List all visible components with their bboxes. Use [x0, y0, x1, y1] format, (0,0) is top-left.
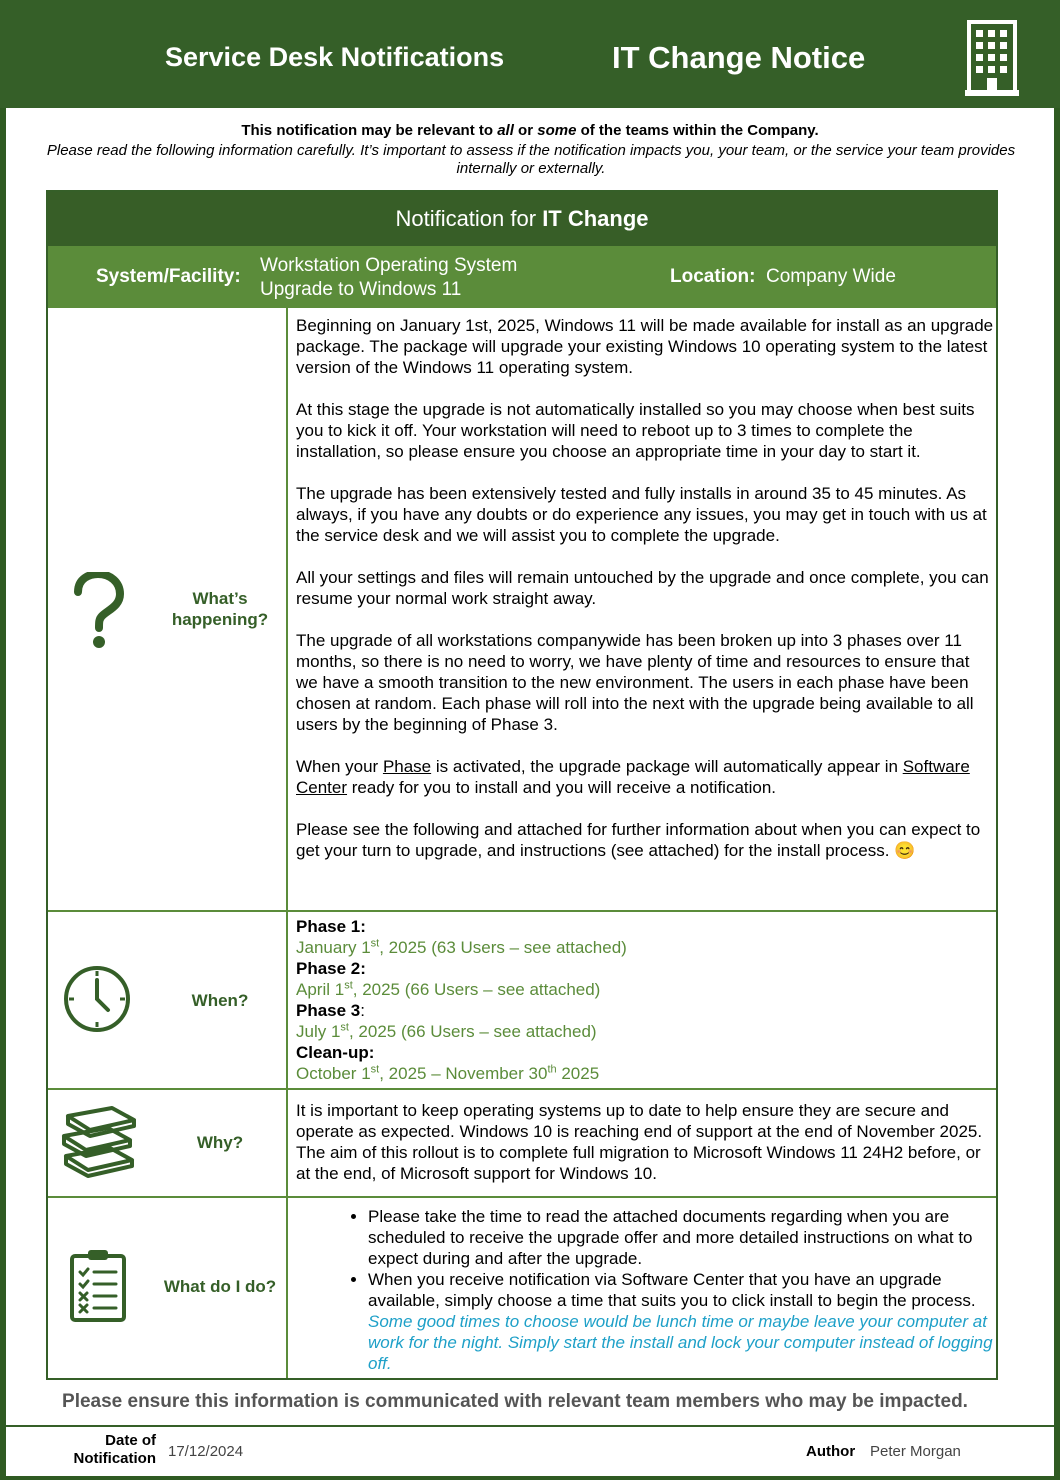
- header-left-title: Service Desk Notifications: [165, 42, 505, 72]
- paragraph: At this stage the upgrade is not automatically installed so you may choose when best suits you to kick it off. Your workstation will need to reboot up to 3 times to complete the installation, so please ensure you choose an appropriate time in your day to start it.: [296, 400, 975, 461]
- tip-text: Some good times to choose would be lunch time or maybe leave your computer at work for the night. Simply start the install and lock your computer instead of logging off.: [368, 1312, 993, 1373]
- author-value: Peter Morgan: [870, 1443, 961, 1460]
- author-label: Author: [806, 1443, 856, 1460]
- clock-icon: [62, 964, 132, 1034]
- phase2-date: April 1st, 2025 (66 Users – see attached): [296, 979, 601, 999]
- paragraph: Please see the following and attached for further information about when you can expect to get your turn to upgrade, and instructions (see attached) for the install process. 😊: [296, 820, 981, 860]
- notice-box: [46, 190, 998, 1380]
- why-text: It is important to keep operating systems up to date to help ensure they are secure and operate as expected. Windows 10 is reaching end of support at the end of November 2025. The aim of this rollout is to complete full migration to Microsoft Windows 11 24H2 before, or at the end, of Microsoft support for Windows 10.: [296, 1101, 983, 1183]
- notice-title: Notification for IT Change: [48, 192, 996, 246]
- row-label-cell: [48, 1090, 288, 1196]
- intro-relevance: This notification may be relevant to all or some of the teams within the Company.: [241, 122, 819, 139]
- row-whats-happening: [48, 306, 996, 910]
- system-bar: [48, 246, 996, 306]
- phase3-label: Phase 3:: [296, 1001, 365, 1020]
- phase3-date: July 1st, 2025 (66 Users – see attached): [296, 1021, 597, 1041]
- paragraph: The upgrade of all workstations companywide has been broken up into 3 phases over 11 months, so there is no need to worry, we have plenty of time and resources to ensure that we have a smooth transition to the new environment. The users in each phase have been chosen at random. Each phase will roll into the next with the upgrade being available to all users by the beginning of Phase 3.: [296, 631, 974, 734]
- row-what-do-i-do: [48, 1196, 996, 1378]
- system-label: System/Facility:: [96, 266, 241, 287]
- date-value: 17/12/2024: [168, 1443, 244, 1460]
- whats-happening-label: What’s happening?: [171, 589, 269, 629]
- checklist-icon: [68, 1248, 128, 1324]
- books-icon: [58, 1104, 136, 1178]
- paragraph: The upgrade has been extensively tested and fully installs in around 35 to 45 minutes. As always, if you have any doubts or do experience any issues, you may get in touch with us at the service desk and we will assist you to complete the upgrade.: [296, 484, 987, 545]
- system-value: Workstation Operating System Upgrade to Windows 11: [260, 255, 518, 300]
- row-why: [48, 1088, 996, 1196]
- cleanup-date: October 1st, 2025 – November 30th 2025: [296, 1063, 600, 1083]
- list-item: • When you receive notification via Software Center that you have an upgrade available, simply choose a time that suits you to click install to begin the process. Some good times to choose would be lunch time or maybe leave your computer at work for the night. Simply start the install and lock your computer instead of logging off.: [368, 1269, 994, 1374]
- paragraph: All your settings and files will remain untouched by the upgrade and once complete, you can resume your normal work straight away.: [296, 568, 989, 608]
- why-label: Why?: [196, 1133, 244, 1152]
- footer-divider: [6, 1425, 1054, 1427]
- what-do-i-do-text: [296, 1206, 994, 1386]
- notice-sheet: [6, 108, 1054, 1476]
- paragraph: When your Phase is activated, the upgrade package will automatically appear in Software Center ready for you to install and you will receive a notification.: [296, 757, 970, 797]
- phase1-date: January 1st, 2025 (63 Users – see attached): [296, 937, 627, 957]
- row-label-cell: [48, 308, 288, 910]
- header-right-title: IT Change Notice: [612, 40, 866, 75]
- location-label: Location:: [670, 266, 756, 287]
- cleanup-label: Clean-up:: [296, 1043, 375, 1062]
- list-item: • Please take the time to read the attached documents regarding when you are scheduled to receive the upgrade offer and more detailed instructions on what to expect during and after the upgrade.: [368, 1206, 994, 1269]
- date-label: Date of Notification: [73, 1432, 156, 1467]
- question-mark-icon: [70, 572, 126, 650]
- whats-happening-text: [296, 315, 994, 917]
- building-icon: [965, 18, 1019, 98]
- header-bar: [0, 0, 1060, 108]
- phase-link: Phase: [382, 757, 432, 776]
- software-center-link: Software Center: [296, 757, 970, 797]
- smile-emoji: 😊: [894, 841, 916, 860]
- phase1-label: Phase 1:: [296, 917, 366, 936]
- what-do-i-do-label: What do I do?: [163, 1277, 277, 1296]
- row-label-cell: [48, 1198, 288, 1378]
- location-value: Company Wide: [766, 266, 896, 287]
- footer-note: Please ensure this information is communicated with relevant team members who may be impacted.: [62, 1391, 968, 1412]
- intro-instructions: Please read the following information carefully. It’s important to assess if the notification impacts you, your team, or the service your team provides internally or externally.: [46, 142, 1016, 177]
- row-label-cell: [48, 912, 288, 1088]
- when-schedule: [296, 916, 994, 1092]
- row-when: [48, 910, 996, 1088]
- when-label: When?: [191, 991, 249, 1010]
- paragraph: Beginning on January 1st, 2025, Windows 11 will be made available for install as an upgrade package. The package will upgrade your existing Windows 10 operating system to the latest version of the Windows 11 operating system.: [296, 316, 994, 377]
- phase2-label: Phase 2:: [296, 959, 366, 978]
